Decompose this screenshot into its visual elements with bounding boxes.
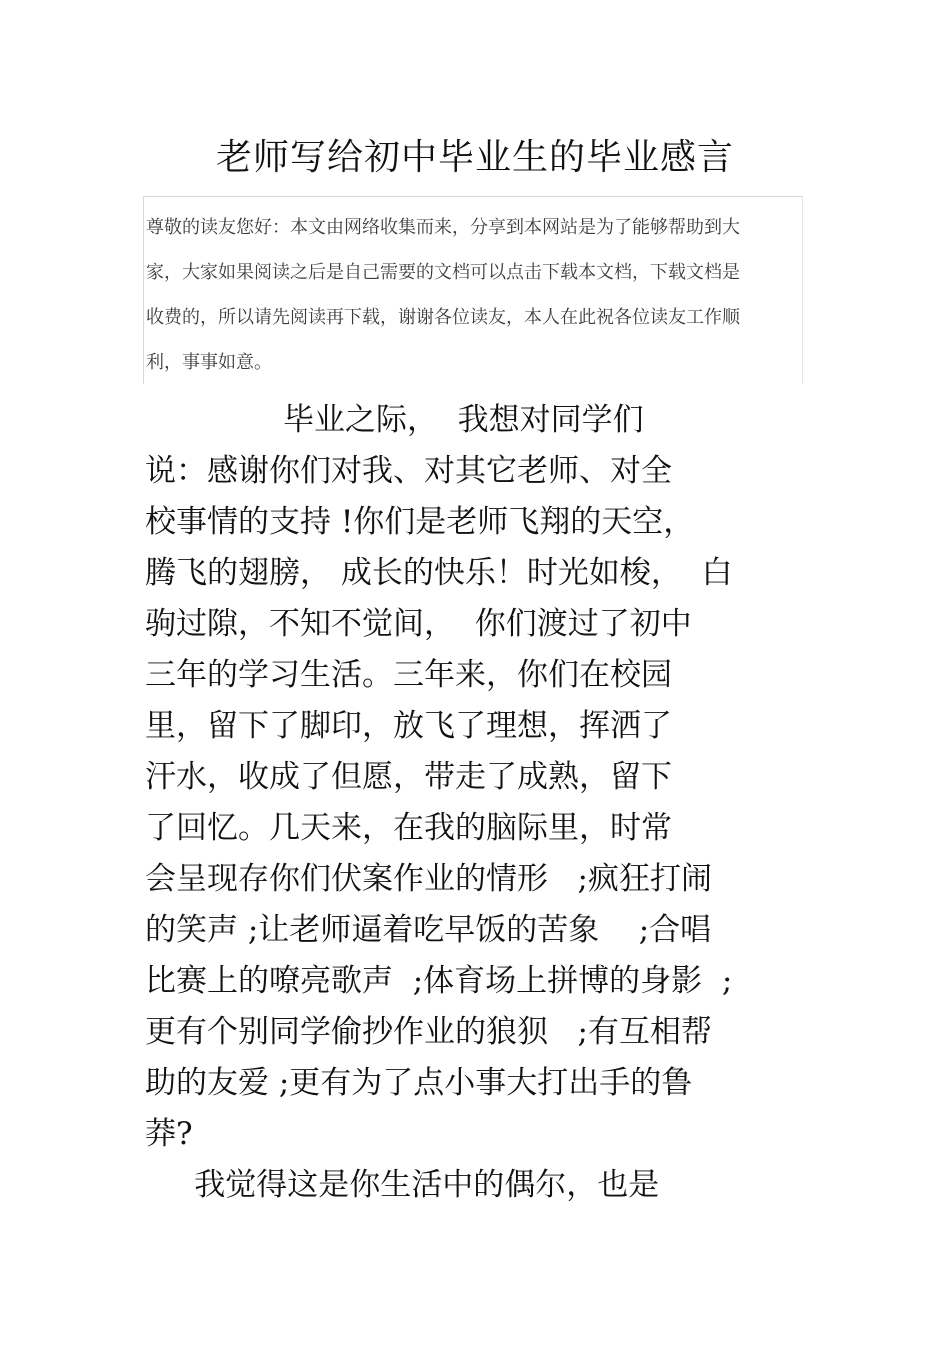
body-line: 里，留下了脚印，放飞了理想，挥洒了	[145, 708, 672, 744]
body-line: 汗水，收成了但愿，带走了成熟，留下	[145, 759, 672, 795]
notice-line: 尊敬的读友您好：本文由网络收集而来，分享到本网站是为了能够帮助到大	[146, 217, 740, 238]
body-line: 驹过隙，不知不觉间， 你们渡过了初中	[145, 606, 692, 642]
body-line: 会呈现存你们伏案作业的情形 ;疯狂打闹	[145, 861, 713, 897]
reader-notice-box	[143, 196, 803, 384]
body-line: 助的友爱 ;更有为了点小事大打出手的鲁	[145, 1065, 693, 1101]
body-line: 说：感谢你们对我、对其它老师、对全	[145, 453, 672, 489]
body-line: 我觉得这是你生活中的偶尔，也是	[145, 1167, 660, 1203]
body-line: 腾飞的翅膀， 成长的快乐！时光如梭， 白	[145, 555, 733, 591]
body-line: 的笑声 ;让老师逼着吃早饭的苦象 ;合唱	[145, 912, 712, 948]
notice-line: 收费的，所以请先阅读再下载，谢谢各位读友，本人在此祝各位读友工作顺	[146, 307, 740, 328]
document-title: 老师写给初中毕业生的毕业感言	[215, 137, 734, 178]
body-line: 毕业之际， 我想对同学们	[145, 402, 644, 438]
body-line: 莽?	[145, 1116, 193, 1152]
body-line: 比赛上的嘹亮歌声 ;体育场上拼博的身影 ;	[145, 963, 733, 999]
body-line: 了回忆。几天来，在我的脑际里，时常	[145, 810, 672, 846]
body-line: 更有个别同学偷抄作业的狼狈 ;有互相帮	[145, 1014, 713, 1050]
notice-line: 利，事事如意。	[146, 352, 272, 373]
notice-line: 家，大家如果阅读之后是自己需要的文档可以点击下载本文档，下载文档是	[146, 262, 740, 283]
body-paragraphs	[145, 395, 733, 1211]
body-line: 校事情的支持 !你们是老师飞翔的天空，	[145, 504, 695, 540]
body-line: 三年的学习生活。三年来，你们在校园	[145, 657, 672, 693]
